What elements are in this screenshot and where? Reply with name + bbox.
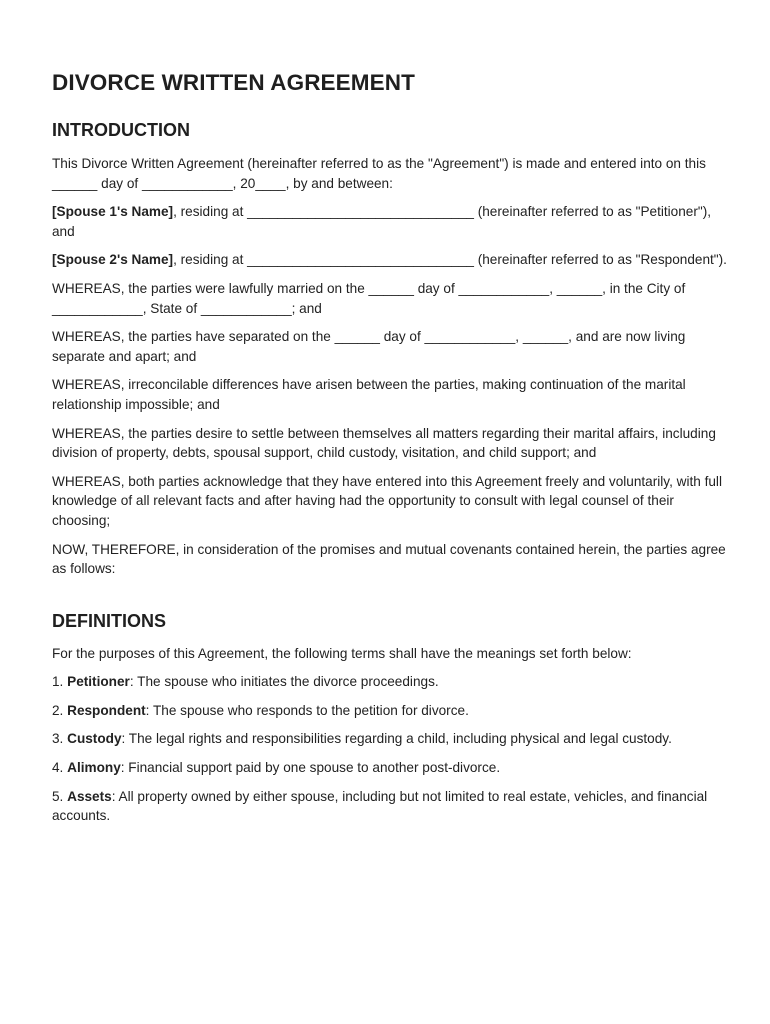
spouse2-details: , residing at ______________________________ (hereinafter referred to as "Respondent"). bbox=[173, 252, 727, 268]
definition-term: Petitioner bbox=[67, 674, 130, 690]
definition-item bbox=[52, 729, 730, 749]
definition-description: : All property owned by either spouse, including but not limited to real estate, vehicles, and financial accounts. bbox=[52, 788, 708, 824]
spouse1-paragraph bbox=[52, 202, 730, 241]
definition-number: 1. bbox=[52, 674, 68, 690]
recital-settlement: WHEREAS, the parties desire to settle between themselves all matters regarding their marital affairs, including division of property, debts, spousal support, child custody, visitation, and child support; and bbox=[52, 425, 716, 461]
definition-term: Alimony bbox=[67, 760, 121, 776]
definition-number: 2. bbox=[52, 702, 68, 718]
definition-item bbox=[52, 787, 730, 826]
definition-item bbox=[52, 701, 730, 721]
spouse2-name: [Spouse 2's Name] bbox=[52, 252, 174, 268]
definition-term: Respondent bbox=[67, 702, 146, 718]
document-title: DIVORCE WRITTEN AGREEMENT bbox=[52, 70, 415, 95]
introduction-heading: INTRODUCTION bbox=[52, 120, 190, 140]
definition-term: Custody bbox=[67, 731, 122, 747]
recital-marriage: WHEREAS, the parties were lawfully married on the ______ day of ____________, ______, in the City of ____________, State of ____________; and bbox=[52, 280, 686, 316]
spouse1-name: [Spouse 1's Name] bbox=[52, 204, 174, 220]
definition-number: 3. bbox=[52, 731, 68, 747]
definition-item bbox=[52, 672, 730, 692]
spouse2-paragraph bbox=[52, 250, 730, 270]
definition-number: 5. bbox=[52, 788, 68, 804]
definition-item bbox=[52, 758, 730, 778]
recital-differences: WHEREAS, irreconcilable differences have arisen between the parties, making continuation of the marital relationship impossible; and bbox=[52, 377, 686, 412]
recital-separation: WHEREAS, the parties have separated on the ______ day of ____________, ______, and are now living separate and apart; and bbox=[52, 329, 686, 364]
recital-now-therefore: NOW, THEREFORE, in consideration of the promises and mutual covenants contained herein, the parties agree as follows: bbox=[52, 541, 726, 577]
definition-number: 4. bbox=[52, 760, 68, 776]
definition-description: : The spouse who initiates the divorce proceedings. bbox=[129, 674, 439, 690]
definition-description: : The legal rights and responsibilities regarding a child, including physical and legal custody. bbox=[121, 731, 672, 747]
definition-term: Assets bbox=[67, 788, 112, 804]
definition-description: : Financial support paid by one spouse to another post-divorce. bbox=[120, 760, 501, 776]
definitions-heading: DEFINITIONS bbox=[52, 610, 167, 631]
introduction-opening: This Divorce Written Agreement (hereinafter referred to as the "Agreement") is made and entered into on this ______ day of ____________, 20____, by and between: bbox=[52, 156, 706, 191]
definitions-intro: For the purposes of this Agreement, the following terms shall have the meanings set forth below: bbox=[52, 645, 632, 661]
spouse1-details: , residing at ______________________________ (hereinafter referred to as "Petitioner"), and bbox=[52, 204, 712, 239]
definition-description: : The spouse who responds to the petition for divorce. bbox=[145, 702, 469, 718]
recital-acknowledgment: WHEREAS, both parties acknowledge that they have entered into this Agreement freely and voluntarily, with full knowledge of all relevant facts and after having had the opportunity to consult with legal counsel of their choosing; bbox=[52, 473, 722, 528]
